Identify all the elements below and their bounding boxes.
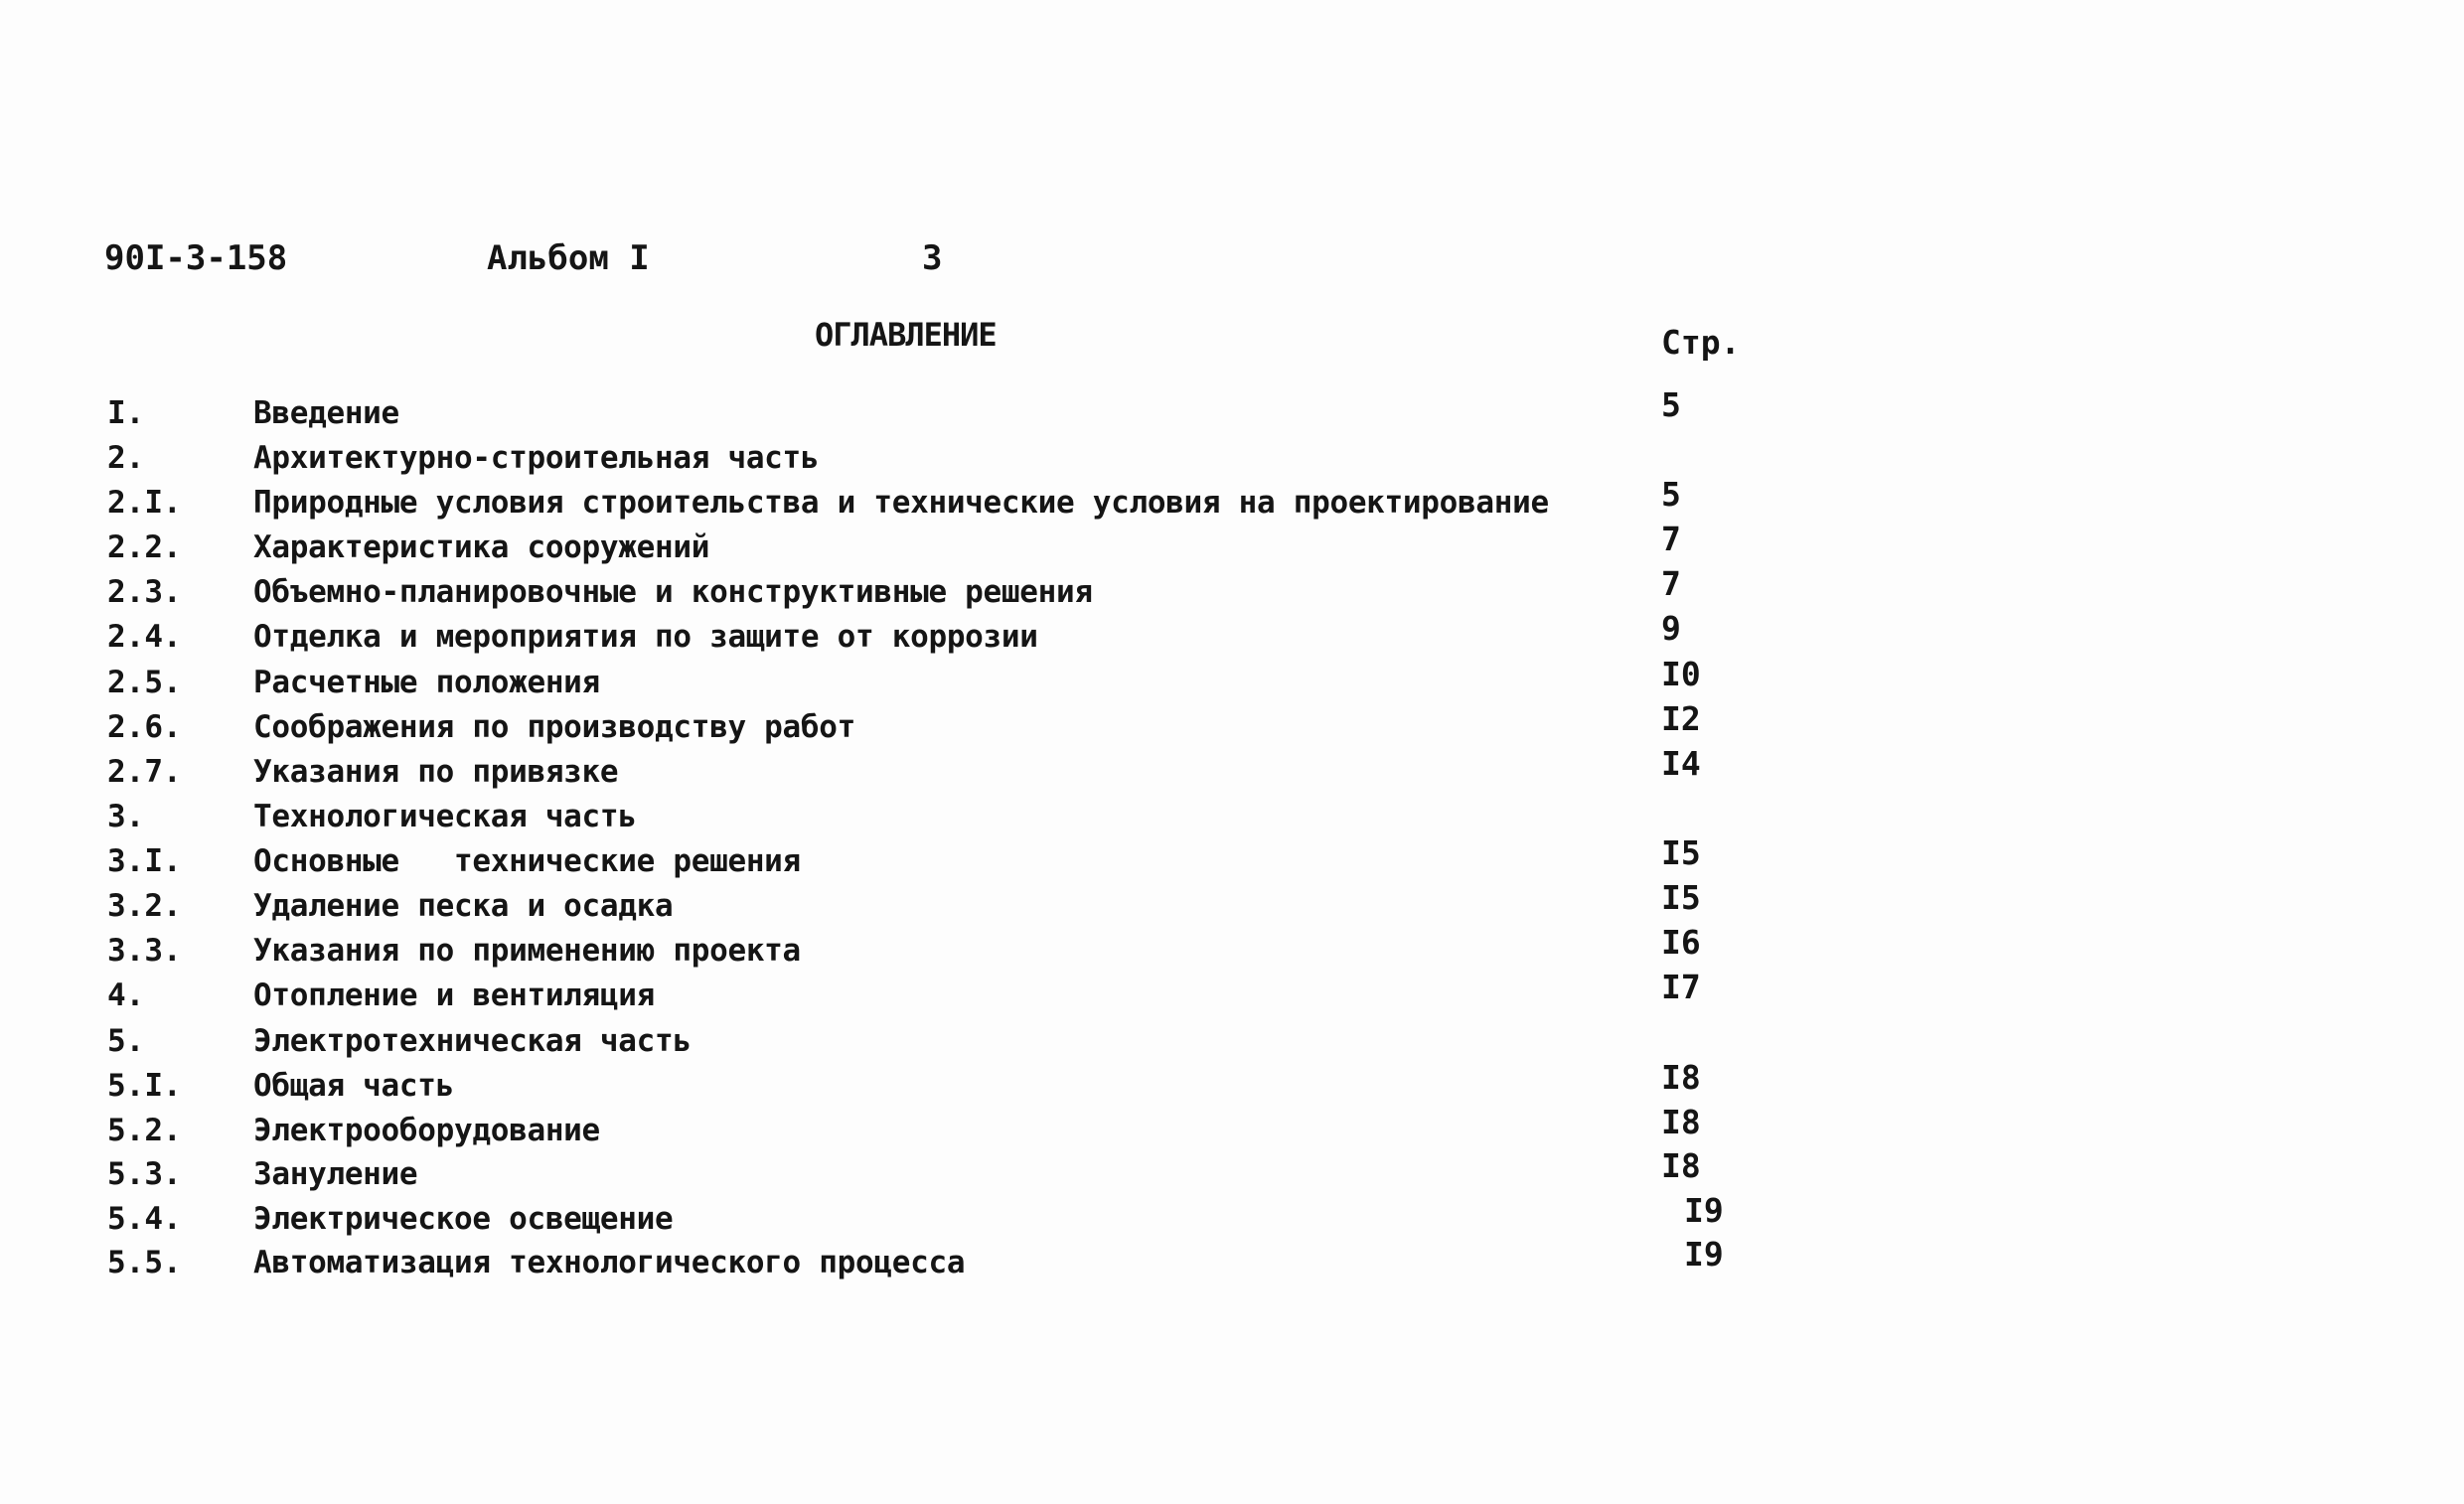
toc-entry-number: 2.I. xyxy=(107,485,182,521)
toc-entry-title: Введение xyxy=(253,395,399,431)
toc-entry-title: Отопление и вентиляция xyxy=(253,978,655,1013)
toc-entry-page: I2 xyxy=(1661,699,1701,738)
toc-entry-number: 2.3. xyxy=(107,574,182,610)
toc-entry xyxy=(0,1191,2464,1246)
toc-entry-title: Характеристика сооружений xyxy=(253,529,710,565)
toc-entry xyxy=(0,475,2464,529)
toc-entry-number: I. xyxy=(107,395,145,431)
toc-entry-number: 5.5. xyxy=(107,1245,182,1280)
toc-entry xyxy=(0,1235,2464,1289)
toc-entry-page: I8 xyxy=(1661,1058,1701,1097)
page-column-label: Стр. xyxy=(1661,323,1741,362)
toc-entry-title: Объемно-планировочные и конструктивные решения xyxy=(253,574,1093,610)
toc-entry-page: 7 xyxy=(1661,564,1681,603)
toc-title: ОГЛАВЛЕНИЕ xyxy=(815,316,997,354)
toc-entry-title: Удаление песка и осадка xyxy=(253,888,674,924)
toc-entry-number: 4. xyxy=(107,978,145,1013)
toc-entry-page: I9 xyxy=(1684,1235,1724,1274)
toc-entry-page: I8 xyxy=(1661,1146,1701,1185)
toc-entry-number: 3. xyxy=(107,799,145,834)
toc-entry-page: I4 xyxy=(1661,744,1701,783)
toc-entry-page: I6 xyxy=(1661,923,1701,962)
toc-entry-title: Указания по привязке xyxy=(253,754,619,790)
toc-entry-number: 3.I. xyxy=(107,843,182,879)
toc-entry-page: I5 xyxy=(1661,833,1701,872)
document-code: 90I-3-158 xyxy=(104,238,288,278)
toc-entry-page: 9 xyxy=(1661,609,1681,648)
toc-entry xyxy=(0,968,2464,1022)
toc-entry-page: 7 xyxy=(1661,520,1681,558)
toc-entry-title: Расчетные положения xyxy=(253,665,600,700)
toc-entry xyxy=(0,655,2464,709)
toc-entry-page: I9 xyxy=(1684,1191,1724,1230)
toc-entry-number: 2.4. xyxy=(107,619,182,655)
toc-entry xyxy=(0,609,2464,664)
toc-entry-title: Электрическое освещение xyxy=(253,1201,674,1237)
toc-entry-number: 2.5. xyxy=(107,665,182,700)
toc-entry-number: 5.4. xyxy=(107,1201,182,1237)
toc-entry-page: I7 xyxy=(1661,968,1701,1006)
toc-entry xyxy=(0,799,2464,843)
toc-entry-number: 5. xyxy=(107,1023,145,1059)
toc-entry-number: 5.2. xyxy=(107,1113,182,1148)
toc-entry-number: 2.2. xyxy=(107,529,182,565)
toc-entry-title: Зануление xyxy=(253,1156,418,1192)
toc-entry xyxy=(0,1103,2464,1157)
toc-entry-title: Соображения по производству работ xyxy=(253,709,855,745)
toc-entry xyxy=(0,440,2464,485)
toc-entry xyxy=(0,1146,2464,1201)
toc-entry xyxy=(0,564,2464,619)
toc-entry xyxy=(0,385,2464,440)
toc-entry xyxy=(0,1058,2464,1113)
toc-entry-title: Отделка и мероприятия по защите от коррозии xyxy=(253,619,1038,655)
toc-entry-page: I8 xyxy=(1661,1103,1701,1141)
toc-entry-title: Автоматизация технологического процесса xyxy=(253,1245,966,1280)
page-number: 3 xyxy=(922,238,943,278)
toc-entry-number: 2.6. xyxy=(107,709,182,745)
toc-entry xyxy=(0,744,2464,799)
toc-entry-number: 3.2. xyxy=(107,888,182,924)
toc-entry-number: 2.7. xyxy=(107,754,182,790)
toc-entry-number: 5.3. xyxy=(107,1156,182,1192)
toc-entry-title: Природные условия строительства и технические условия на проектирование xyxy=(253,485,1549,521)
toc-entry-page: 5 xyxy=(1661,475,1681,514)
toc-entry-number: 3.3. xyxy=(107,933,182,969)
toc-entry-title: Технологическая часть xyxy=(253,799,637,834)
toc-entry-page: I0 xyxy=(1661,655,1701,693)
toc-entry-page: 5 xyxy=(1661,385,1681,424)
toc-entry xyxy=(0,1023,2464,1068)
toc-entry xyxy=(0,520,2464,574)
toc-entry-title: Архитектурно-строительная часть xyxy=(253,440,820,476)
album-label: Альбом I xyxy=(487,238,650,278)
toc-entry-title: Указания по применению проекта xyxy=(253,933,801,969)
toc-entry-number: 5.I. xyxy=(107,1068,182,1104)
toc-entry xyxy=(0,833,2464,888)
toc-entry-page: I5 xyxy=(1661,878,1701,917)
toc-entry-number: 2. xyxy=(107,440,145,476)
toc-entry xyxy=(0,923,2464,978)
toc-entry-title: Общая часть xyxy=(253,1068,454,1104)
toc-entry-title: Электрооборудование xyxy=(253,1113,600,1148)
toc-entry-title: Основные технические решения xyxy=(253,843,801,879)
toc-entry xyxy=(0,699,2464,754)
toc-entry-title: Электротехническая часть xyxy=(253,1023,692,1059)
toc-entry xyxy=(0,878,2464,933)
